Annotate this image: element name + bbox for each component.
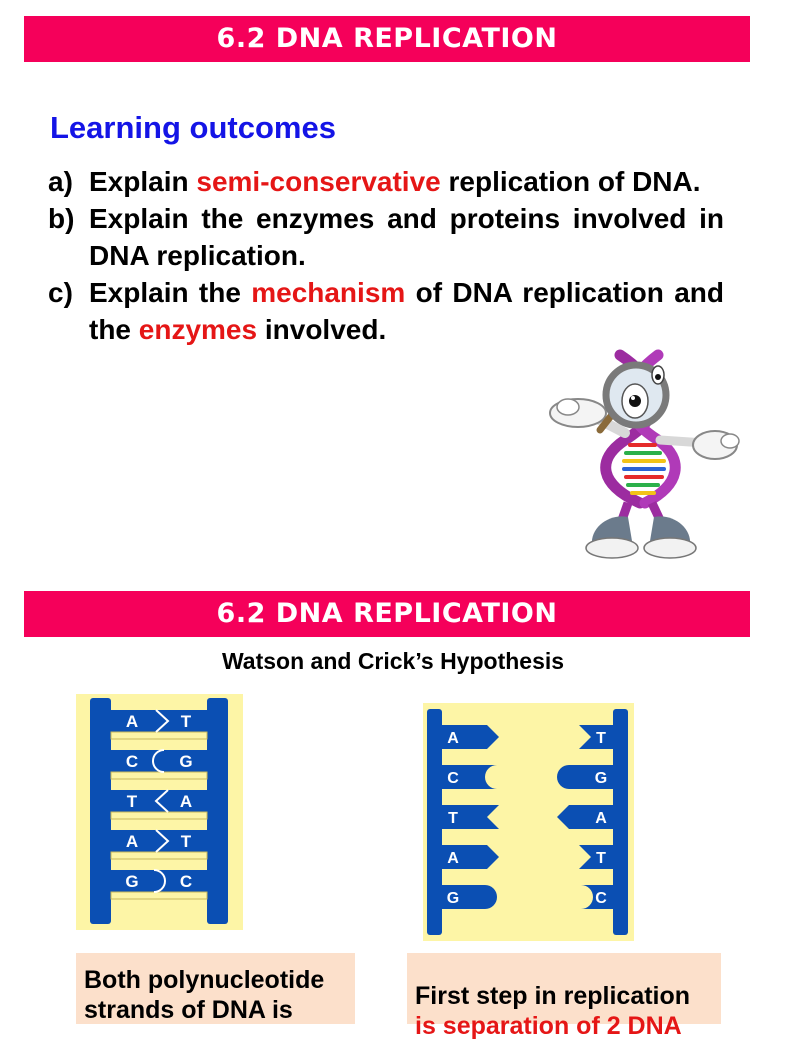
- outcome-text: Explain: [89, 166, 197, 197]
- separated-dna-diagram: [423, 703, 634, 941]
- outcome-c: [48, 274, 724, 348]
- base-letter: A: [125, 832, 139, 851]
- left-base: [442, 885, 497, 909]
- base-letter: G: [446, 890, 460, 907]
- outcome-marker: c): [48, 277, 73, 308]
- highlight-term: mechanism: [251, 277, 406, 308]
- outcome-text: of DNA replication and the: [89, 277, 724, 345]
- caption-both-strands: Both polynucleotide strands of DNA is: [76, 953, 355, 1024]
- base-letter: T: [126, 792, 138, 811]
- base-pair: [111, 790, 207, 819]
- base-letter: C: [447, 770, 459, 787]
- caption-highlight: is separation of 2 DNA: [415, 1012, 682, 1040]
- base-letter: G: [125, 872, 139, 891]
- dna-mascot-illustration: [540, 345, 745, 575]
- base-letter: T: [596, 850, 606, 867]
- outcome-marker: b): [48, 203, 75, 234]
- slide2-title-banner: 6.2 DNA REPLICATION: [24, 591, 750, 637]
- outcomes-list: [48, 163, 724, 348]
- base-letter: C: [595, 890, 607, 907]
- outcome-marker: a): [48, 166, 73, 197]
- base-letter: A: [125, 712, 139, 731]
- base-letter: C: [179, 872, 193, 891]
- hypothesis-subtitle: Watson and Crick’s Hypothesis: [221, 648, 565, 674]
- learning-outcomes-heading: Learning outcomes: [50, 110, 336, 145]
- outcome-b: [48, 200, 724, 274]
- outcome-text: involved.: [257, 314, 387, 345]
- outcome-a: [48, 163, 724, 200]
- highlight-term: enzymes: [138, 314, 258, 345]
- left-base: [442, 845, 499, 869]
- base-letter: T: [596, 730, 606, 747]
- base-letter: G: [594, 770, 608, 787]
- outcome-text: Explain the enzymes and proteins involved in DNA replication.: [89, 203, 724, 271]
- base-letter: T: [180, 832, 192, 851]
- outcome-text: Explain the: [89, 277, 252, 308]
- base-pair: [111, 830, 207, 859]
- outcome-text: replication of DNA.: [440, 166, 701, 197]
- base-letter: T: [180, 712, 192, 731]
- slide1-title-banner: 6.2 DNA REPLICATION: [24, 16, 750, 62]
- base-pair: [111, 710, 207, 739]
- base-letter: A: [447, 850, 459, 867]
- right-base: [557, 805, 613, 829]
- left-base: [442, 725, 499, 749]
- paired-dna-diagram: [76, 694, 243, 930]
- base-letter: T: [448, 810, 458, 827]
- caption-first-step: [407, 953, 721, 1040]
- base-pair: [111, 870, 207, 899]
- highlight-term: semi-conservative: [196, 166, 441, 197]
- base-pair: [111, 750, 207, 779]
- base-letter: A: [179, 792, 193, 811]
- base-letter: A: [447, 730, 459, 747]
- base-letter: C: [125, 752, 139, 771]
- base-letter: G: [179, 752, 193, 771]
- base-letter: A: [595, 810, 607, 827]
- right-base: [557, 765, 613, 789]
- caption-text: First step in replication: [415, 982, 691, 1010]
